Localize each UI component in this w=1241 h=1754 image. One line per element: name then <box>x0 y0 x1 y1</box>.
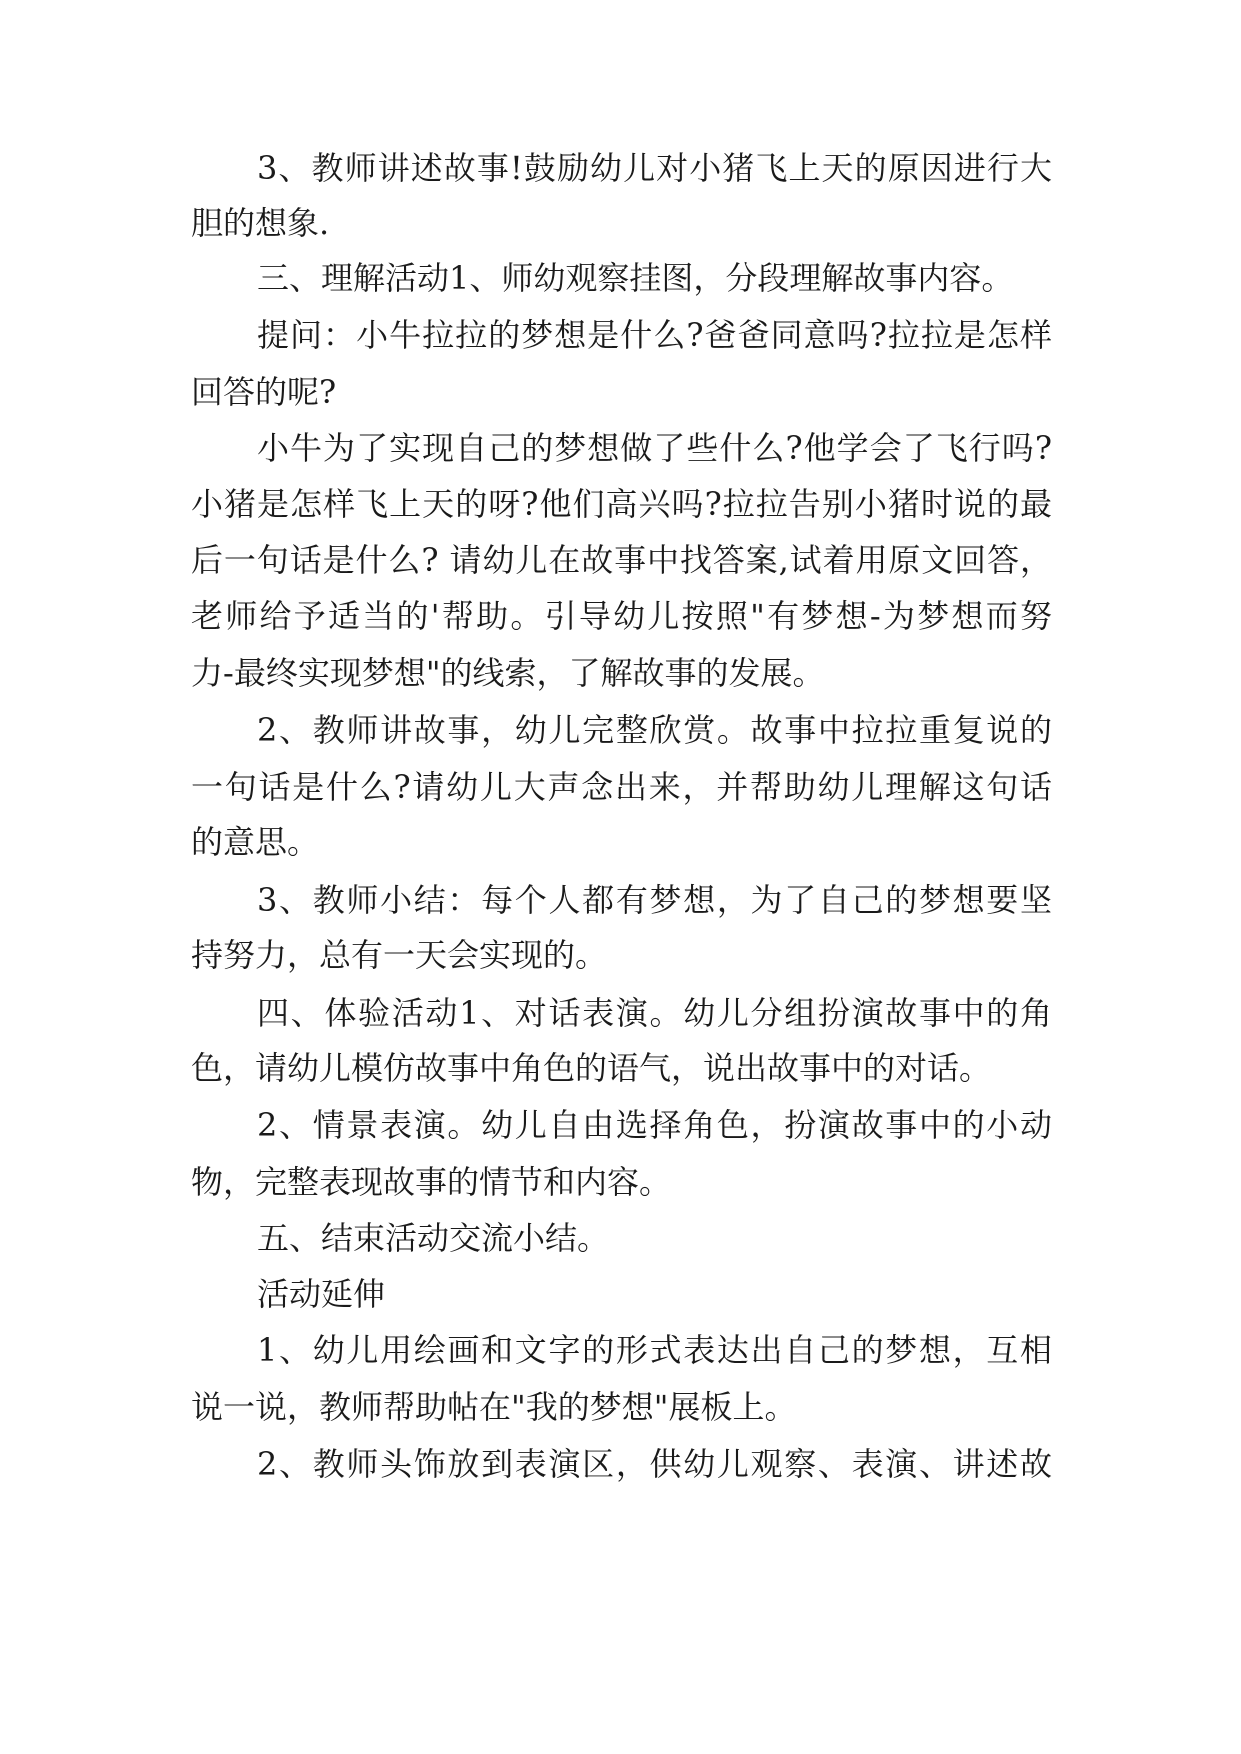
text-line: 小牛为了实现自己的梦想做了些什么?他学会了飞行吗? <box>257 429 1052 467</box>
text-line: 3、教师小结：每个人都有梦想，为了自己的梦想要坚 <box>257 881 1052 919</box>
text-line: 物，完整表现故事的情节和内容。 <box>191 1163 672 1201</box>
section-heading: 活动延伸 <box>257 1275 386 1313</box>
text-line: 提问：小牛拉拉的梦想是什么?爸爸同意吗?拉拉是怎样 <box>257 316 1052 354</box>
text-line: 的意思。 <box>191 823 320 861</box>
text-line: 3、教师讲述故事!鼓励幼儿对小猪飞上天的原因进行大 <box>257 149 1052 187</box>
text-line: 说一说，教师帮助帖在"我的梦想"展板上。 <box>191 1388 797 1426</box>
text-line: 2、教师讲故事，幼儿完整欣赏。故事中拉拉重复说的 <box>257 711 1052 749</box>
text-line: 胆的想象. <box>191 204 330 242</box>
text-line: 2、情景表演。幼儿自由选择角色，扮演故事中的小动 <box>257 1106 1052 1144</box>
text-line: 力-最终实现梦想"的线索，了解故事的发展。 <box>191 654 825 692</box>
text-line: 2、教师头饰放到表演区，供幼儿观察、表演、讲述故 <box>257 1445 1052 1483</box>
text-line: 四、体验活动1、对话表演。幼儿分组扮演故事中的角 <box>257 994 1052 1032</box>
text-line: 小猪是怎样飞上天的呀?他们高兴吗?拉拉告别小猪时说的最 <box>191 485 1052 523</box>
text-line: 1、幼儿用绘画和文字的形式表达出自己的梦想，互相 <box>257 1331 1052 1369</box>
text-line: 回答的呢? <box>191 373 337 411</box>
text-line: 三、理解活动1、师幼观察挂图，分段理解故事内容。 <box>257 259 1014 297</box>
text-line: 持努力，总有一天会实现的。 <box>191 936 608 974</box>
text-line: 老师给予适当的'帮助。引导幼儿按照"有梦想-为梦想而努 <box>191 597 1052 635</box>
text-line: 色，请幼儿模仿故事中角色的语气，说出故事中的对话。 <box>191 1049 992 1087</box>
text-line: 后一句话是什么? 请幼儿在故事中找答案,试着用原文回答， <box>191 541 1052 579</box>
text-line: 一句话是什么?请幼儿大声念出来，并帮助幼儿理解这句话 <box>191 768 1052 806</box>
text-line: 五、结束活动交流小结。 <box>257 1219 610 1257</box>
